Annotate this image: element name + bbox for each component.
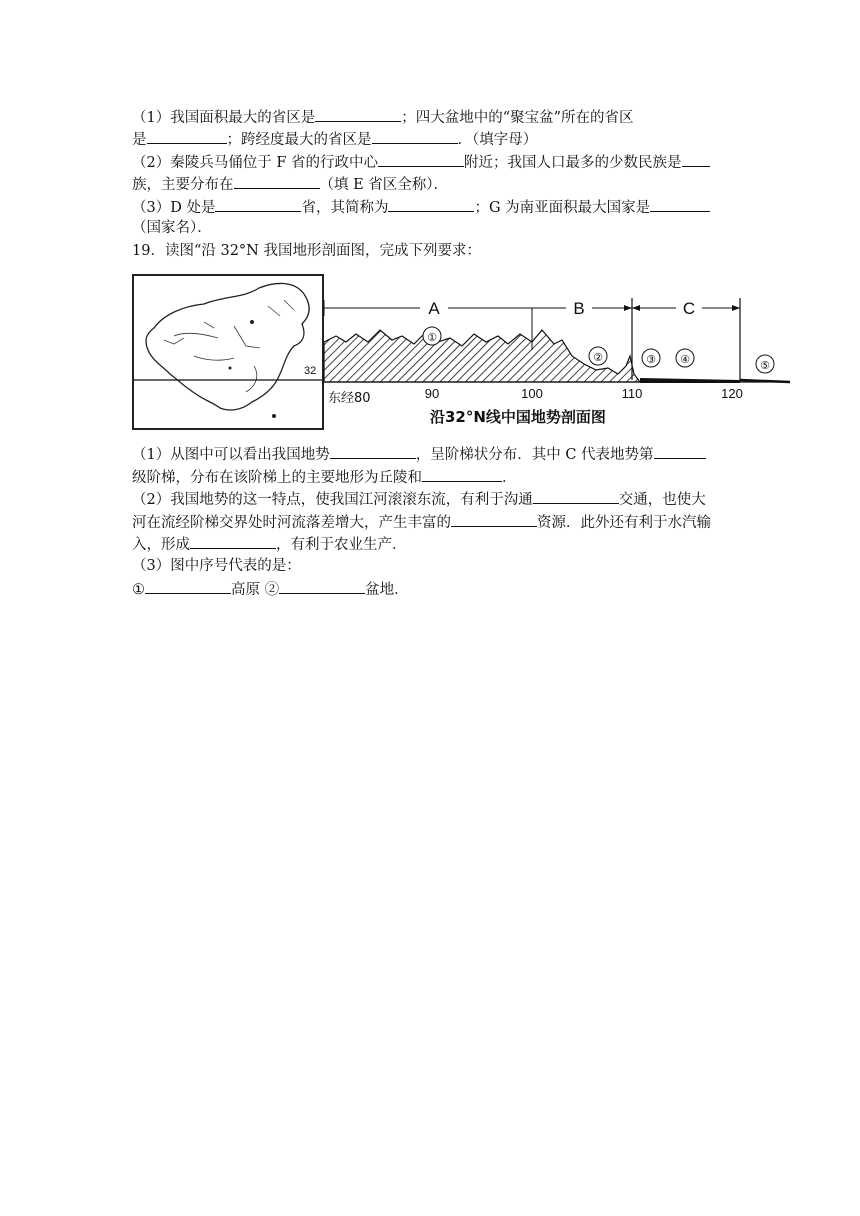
answer-blank[interactable] [422,466,502,482]
x-tick-110: 110 [621,386,643,401]
answer-blank[interactable] [315,106,401,122]
answer-blank[interactable] [279,578,365,594]
answer-blank[interactable] [533,488,619,504]
text: ，有利于农业生产． [276,537,407,553]
section-label-c: C [682,299,696,318]
svg-text:①: ① [427,331,437,344]
text: ，呈阶梯状分布．其中 C 代表地势第 [415,447,654,463]
text: 河在流经阶梯交界处时河流落差增大，产生丰富的 [132,515,451,531]
q18-line-5 [132,196,710,218]
text: 入，形成 [132,537,190,553]
text: （国家名）． [132,220,212,236]
x-tick-120: 120 [721,386,743,401]
text: （2）我国地势的这一特点，使我国江河滚滚东流，有利于沟通 [132,492,533,508]
q19-line-4 [132,511,711,533]
marker-3 [642,349,660,367]
china-map-thumbnail [132,274,324,430]
answer-blank[interactable] [388,196,474,212]
q19-line-7 [132,578,409,600]
text: （2）秦陵兵马俑位于 F 省的行政中心 [132,155,379,171]
answer-blank[interactable] [145,578,231,594]
q19-line-3 [132,488,706,510]
text: 附近；我国人口最多的少数民族是 [464,155,682,171]
text: 是 [132,132,147,148]
text: （填 E 省区全称）． [319,177,449,193]
text: （1）我国面积最大的省区是 [132,110,316,126]
svg-text:③: ③ [646,353,656,366]
answer-blank[interactable] [190,533,276,549]
text: 高原 [231,582,260,598]
q19-line-5 [132,533,407,555]
text: （3）图中序号代表的是： [132,558,301,574]
q19-title [132,241,481,261]
answer-blank[interactable] [330,443,416,459]
q18-line-2 [132,128,537,150]
text: ；四大盆地中的“聚宝盆”所在的省区 [401,110,634,126]
answer-blank[interactable] [372,128,458,144]
answer-blank[interactable] [378,151,464,167]
x-axis-prefix: 东经80 [328,391,371,406]
q18-line-1 [132,106,634,128]
answer-blank[interactable] [654,443,706,459]
answer-blank[interactable] [682,151,710,167]
svg-text:②: ② [593,351,603,364]
terrain-profile [322,270,790,432]
marker-4 [676,349,694,367]
text: （3）D 处是 [132,200,216,216]
text: 级阶梯，分布在该阶梯上的主要地形为丘陵和 [132,470,422,486]
q19-line-6 [132,556,301,576]
answer-blank[interactable] [215,196,301,212]
text: ；G 为南亚面积最大国家是 [474,200,651,216]
text: ；跨经度最大的省区是 [226,132,372,148]
text: ① [132,582,145,598]
q19-line-1 [132,443,706,465]
text: ．（填字母） [457,132,538,148]
section-label-a: A [428,299,440,318]
text: 省，其简称为 [301,200,389,216]
text: 交通，也使大 [618,492,706,508]
svg-text:④: ④ [680,353,690,366]
marker-5 [756,355,774,373]
x-tick-90: 90 [424,386,440,401]
map-latitude-label: 32 [304,365,317,377]
marker-1 [423,327,441,345]
china-outline-icon [134,276,322,428]
answer-blank[interactable] [451,511,537,527]
section-label-b: B [573,299,585,318]
text: 盆地． [365,582,409,598]
svg-text:⑤: ⑤ [760,359,770,372]
text: 19．读图“沿 32°N 我国地形剖面图，完成下列要求： [132,243,481,259]
text: ． [502,470,517,486]
q18-line-4 [132,173,448,195]
answer-blank[interactable] [650,196,710,212]
text: ② [264,582,280,598]
q19-line-2 [132,466,517,488]
x-tick-100: 100 [521,386,543,401]
answer-blank[interactable] [234,173,320,189]
marker-2 [589,347,607,365]
q18-line-3 [132,151,710,173]
terrain-figure [132,270,790,432]
text: 族，主要分布在 [132,177,234,193]
text: （1）从图中可以看出我国地势 [132,447,330,463]
text: 资源．此外还有利于水汽输 [537,515,711,531]
answer-blank[interactable] [147,128,227,144]
figure-caption: 沿32°N线中国地势剖面图 [430,408,606,426]
q18-line-6 [132,218,212,238]
